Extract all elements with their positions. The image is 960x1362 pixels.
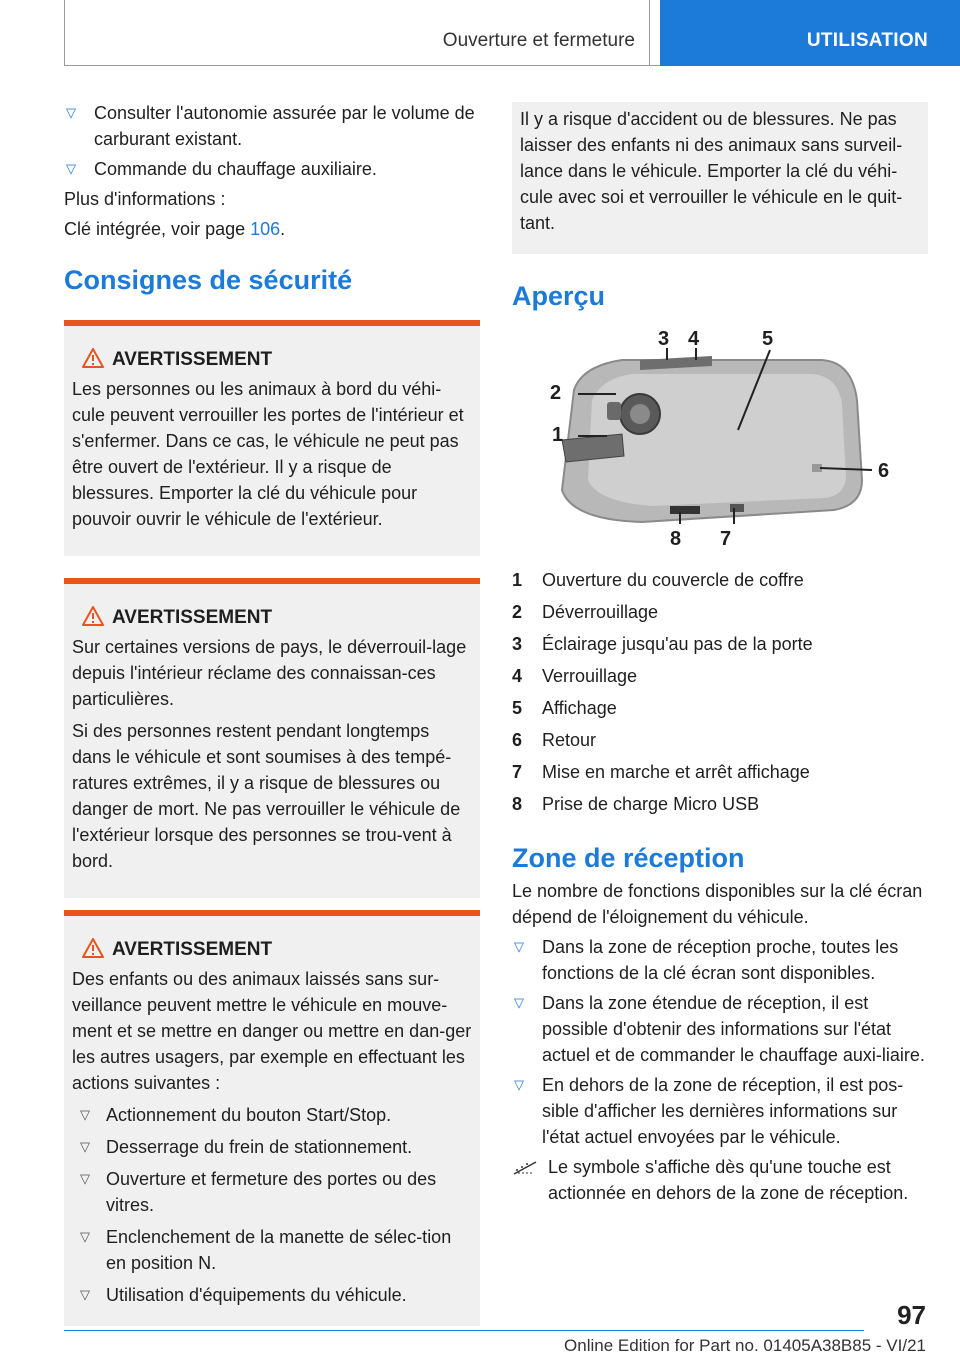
legend-list <box>512 564 928 820</box>
bullet-triangle-icon: ▽ <box>80 1229 90 1244</box>
section-heading-overview: Aperçu <box>512 281 606 311</box>
page-link[interactable]: 106 <box>250 219 281 239</box>
right-column <box>512 102 928 1206</box>
footer-edition: Online Edition for Part no. 01405A38B85 - VI/21 <box>564 1336 926 1355</box>
legend-item: 4 Verrouillage <box>512 666 638 686</box>
list-item: ▽ Consulter l'autonomie assurée par le volume de carburant existant. <box>64 100 480 152</box>
callout-label: 7 <box>720 528 732 550</box>
legend-item: 7 Mise en marche et arrêt affichage <box>512 762 810 782</box>
callout-label: 3 <box>658 328 670 350</box>
warning-title: AVERTISSEMENT <box>72 604 472 632</box>
list-item: ▽ Dans la zone de réception proche, toutes les fonctions de la clé écran sont disponibles. <box>512 934 928 986</box>
legend-item: 6 Retour <box>512 730 597 750</box>
page-reference: Clé intégrée, voir page 106. <box>64 219 286 239</box>
chapter-title: UTILISATION <box>806 30 928 51</box>
callout-label: 1 <box>552 424 564 446</box>
warning-continuation-box <box>512 102 928 254</box>
bullet-triangle-icon: ▽ <box>514 939 524 954</box>
warning-title: AVERTISSEMENT <box>72 346 472 374</box>
callout-label: 4 <box>688 328 700 350</box>
header-section <box>64 0 650 66</box>
page-number: 97 <box>897 1300 926 1330</box>
legend-item: 3 Éclairage jusqu'au pas de la porte <box>512 634 813 654</box>
legend-item: 8 Prise de charge Micro USB <box>512 794 760 814</box>
callout-label: 6 <box>878 460 890 482</box>
callout-label: 2 <box>550 382 562 404</box>
warning-text: Si des personnes restent pendant longtemps dans le véhicule et sont soumises à des tempé-ratures extrêmes, il y a risque de blessures ou danger de mort. Ne pas verrouiller le véhicule de l'extérieur lorsque des personnes se trou-vent à bord. <box>72 721 461 871</box>
bullet-triangle-icon: ▽ <box>80 1171 90 1186</box>
warning-icon <box>82 348 104 368</box>
warning-text: Il y a risque d'accident ou de blessures. Ne pas laisser des enfants ni des animaux sans surveil-lance dans le véhicule. Emporter la clé du véhi-cule avec soi et verrouiller le véhicule en le quit-tant. <box>520 109 903 233</box>
warning-text: Sur certaines versions de pays, le déverrouil-lage depuis l'intérieur réclame des connaissan-ces particulières. <box>72 637 467 709</box>
header-chapter-tab <box>660 0 960 66</box>
warning-box <box>64 320 480 556</box>
section-heading-safety: Consignes de sécurité <box>64 265 353 295</box>
legend-item: 5 Affichage <box>512 698 617 718</box>
list-item: ▽ Desserrage du frein de stationnement. <box>72 1134 472 1160</box>
callout-label: 8 <box>670 528 682 550</box>
bullet-triangle-icon: ▽ <box>80 1139 90 1154</box>
section-heading-reception: Zone de réception <box>512 843 745 873</box>
list-item: ▽ Ouverture et fermeture des portes ou des vitres. <box>72 1166 472 1218</box>
display-key-illustration <box>512 330 928 550</box>
warning-title: AVERTISSEMENT <box>72 936 472 964</box>
section-title: Ouverture et fermeture <box>442 30 635 51</box>
bullet-triangle-icon: ▽ <box>514 1077 524 1092</box>
warning-text: Les personnes ou les animaux à bord du véhi-cule peuvent verrouiller les portes de l'intérieur et s'enfermer. Dans ce cas, le véhicule ne peut pas être ouvert de l'extérieur. Il y a risque de blessures. Emporter la clé du véhicule pour pouvoir ouvrir le véhicule de l'extérieur. <box>72 379 464 529</box>
list-item: ▽ En dehors de la zone de réception, il est pos-sible d'afficher les dernières informations sur l'état actuel envoyées par le véhicule. <box>512 1072 928 1150</box>
list-item: ▽ Enclenchement de la manette de sélec-tion en position N. <box>72 1224 472 1276</box>
warning-box <box>64 910 480 1326</box>
list-item: ▽ Commande du chauffage auxiliaire. <box>64 156 480 182</box>
bullet-triangle-icon: ▽ <box>80 1107 90 1122</box>
bullet-triangle-icon: ▽ <box>66 105 76 120</box>
more-info-text: Plus d'informations : <box>64 189 226 209</box>
bullet-triangle-icon: ▽ <box>80 1287 90 1302</box>
left-column <box>64 100 480 1326</box>
warning-icon <box>82 938 104 958</box>
warning-box <box>64 578 480 898</box>
no-signal-icon <box>512 1160 538 1176</box>
bullet-triangle-icon: ▽ <box>66 161 76 176</box>
symbol-note: Le symbole s'affiche dès qu'une touche est actionnée en dehors de la zone de réception. <box>512 1154 928 1206</box>
list-item: ▽ Utilisation d'équipements du véhicule. <box>72 1282 472 1308</box>
bullet-triangle-icon: ▽ <box>514 995 524 1010</box>
reception-intro: Le nombre de fonctions disponibles sur la clé écran dépend de l'éloignement du véhicule. <box>512 881 923 927</box>
list-item: ▽ Dans la zone étendue de réception, il est possible d'obtenir des informations sur l'état actuel et de commander le chauffage auxi-liaire. <box>512 990 928 1068</box>
footer-divider <box>64 1330 864 1331</box>
list-item: ▽ Actionnement du bouton Start/Stop. <box>72 1102 472 1128</box>
callout-label: 5 <box>762 328 774 350</box>
warning-icon <box>82 606 104 626</box>
display-key-drawing <box>512 330 928 550</box>
warning-text: Des enfants ou des animaux laissés sans sur-veillance peuvent mettre le véhicule en mouve-ment et se mettre en danger ou mettre en dan-ger les autres usagers, par exemple en effectuant les actions suivantes : <box>72 969 472 1093</box>
legend-item: 2 Déverrouillage <box>512 602 659 622</box>
legend-item: 1 Ouverture du couvercle de coffre <box>512 570 804 590</box>
